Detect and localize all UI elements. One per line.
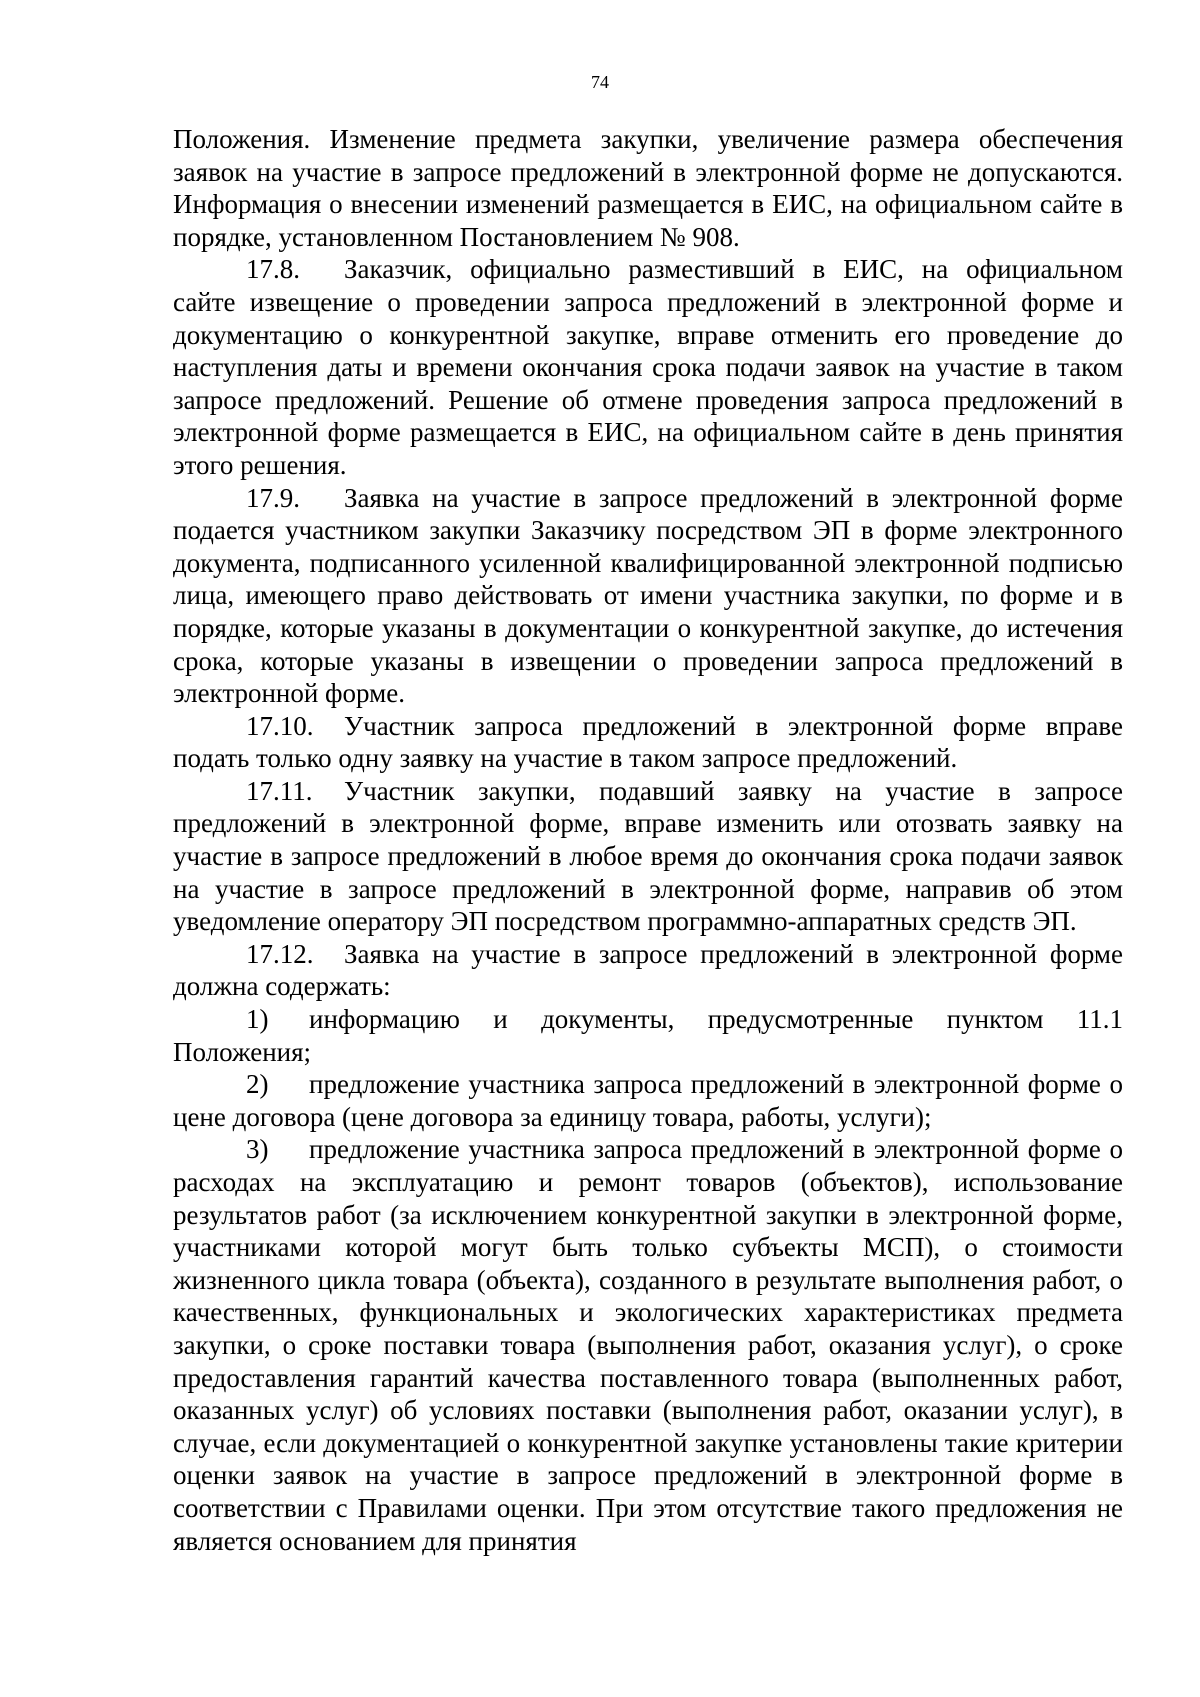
clause-17-11 — [173, 775, 1123, 938]
paragraph-continuation: Положения. Изменение предмета закупки, увеличение размера обеспечения заявок на участие в запросе предложений в электронной форме не допускаются. Информация о внесении изменений размещается в ЕИС, на официальном сайте в порядке, установленном Постановлением № 908. — [173, 124, 1123, 252]
list-item-text: предложение участника запроса предложений в электронной форме о цене договора (цене договора за единицу товара, работы, услуги); — [173, 1069, 1123, 1132]
list-item-number: 3) — [246, 1134, 269, 1165]
list-item-text: предложение участника запроса предложений в электронной форме о расходах на эксплуатацию и ремонт товаров (объектов), использование результатов работ (за исключением конкурентной закупки в электронной форме, участниками которой могут быть только субъекты МСП), о стоимости жизненного цикла товара (объекта), созданного в результате выполнения работ, о качественных, функциональных и экологических характеристиках предмета закупки, о сроке поставки товара (выполнения работ, оказания услуг), о сроке предоставления гарантий качества поставленного товара (выполненных работ, оказанных услуг) об условиях поставки (выполнения работ, оказании услуг), в случае, если документацией о конкурентной закупке установлены такие критерии оценки заявок на участие в запросе предложений в электронной форме в соответствии с Правилами оценки. При этом отсутствие такого предложения не является основанием для принятия — [173, 1134, 1123, 1556]
clause-17-12 — [173, 938, 1123, 1003]
clause-number: 17.10. — [246, 710, 314, 741]
list-item-1 — [173, 1003, 1123, 1068]
list-item-text: информацию и документы, предусмотренные пунктом 11.1 Положения; — [173, 1004, 1123, 1067]
clause-text: Заявка на участие в запросе предложений в электронной форме подается участником закупки Заказчику посредством ЭП в форме электронного документа, подписанного усиленной квалифицированной электронной подписью лица, имеющего право действовать от имени участника закупки, по форме и в порядке, которые указаны в документации о конкурентной закупке, до истечения срока, которые указаны в извещении о проведении запроса предложений в электронной форме. — [173, 482, 1123, 709]
clause-text: Участник запроса предложений в электронной форме вправе подать только одну заявку на участие в таком запросе предложений. — [173, 710, 1123, 774]
document-body — [173, 123, 1123, 1557]
clause-17-9 — [173, 482, 1123, 710]
list-item-number: 1) — [246, 1004, 269, 1035]
list-item-2 — [173, 1068, 1123, 1133]
list-item-number: 2) — [246, 1069, 269, 1100]
clause-number: 17.12. — [246, 938, 314, 969]
clause-17-8 — [173, 253, 1123, 481]
clause-text: Заказчик, официально разместивший в ЕИС, на официальном сайте извещение о проведении запроса предложений в электронной форме и документацию о конкурентной закупке, вправе отменить его проведение до наступления даты и времени окончания срока подачи заявок на участие в таком запросе предложений. Решение об отмене проведения запроса предложений в электронной форме размещается в ЕИС, на официальном сайте в день принятия этого решения. — [173, 254, 1123, 480]
clause-text: Заявка на участие в запросе предложений в электронной форме должна содержать: — [173, 938, 1123, 1002]
clause-number: 17.11. — [246, 775, 313, 806]
list-item-3 — [173, 1133, 1123, 1557]
clause-text: Участник закупки, подавший заявку на участие в запросе предложений в электронной форме, вправе изменить или отозвать заявку на участие в запросе предложений в любое время до окончания срока подачи заявок на участие в запросе предложений в электронной форме, направив об этом уведомление оператору ЭП посредством программно-аппаратных средств ЭП. — [173, 775, 1123, 937]
page-number: 74 — [591, 72, 609, 92]
clause-17-10 — [173, 710, 1123, 775]
clause-number: 17.8. — [246, 254, 300, 285]
clause-number: 17.9. — [246, 482, 300, 513]
